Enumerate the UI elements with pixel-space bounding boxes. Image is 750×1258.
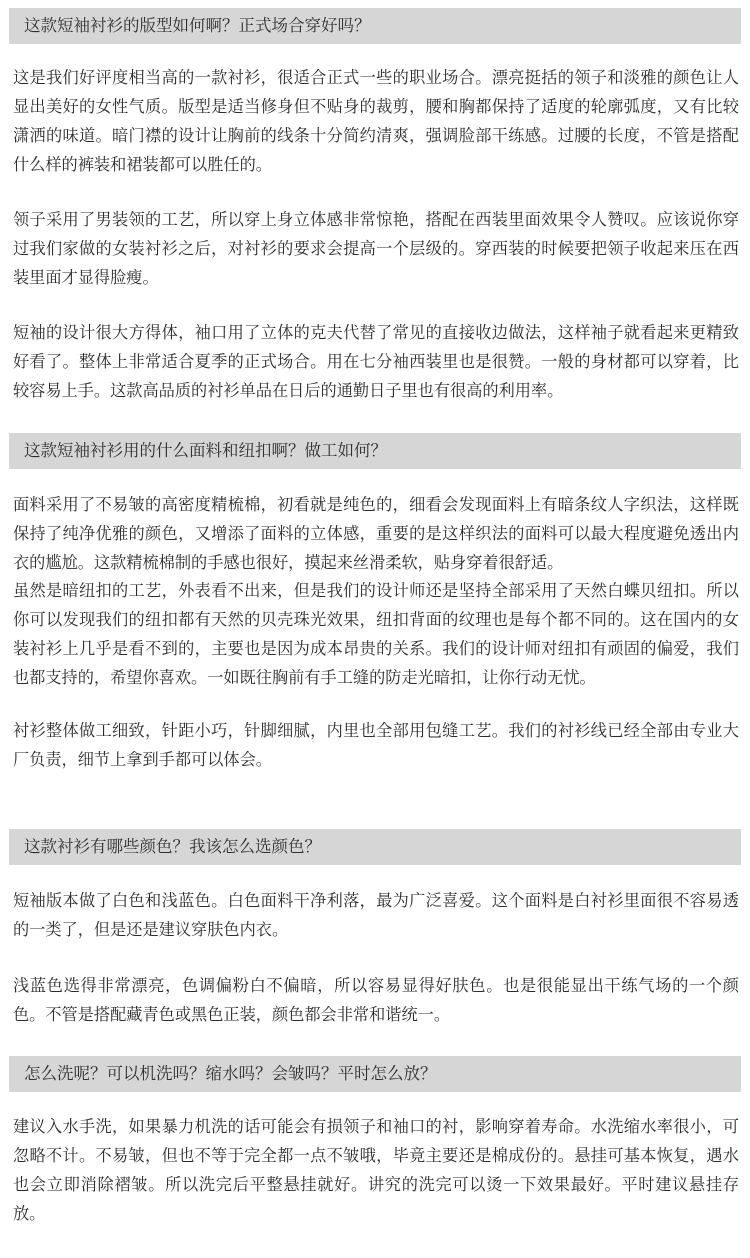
answer-paragraph: 领子采用了男装领的工艺，所以穿上身立体感非常惊艳，搭配在西装里面效果令人赞叹。应该说你穿过我们家做的女装衬衫之后，对衬衫的要求会提高一个层级的。穿西装的时候要把领子收起来压在西装里面才显得脸瘦。	[13, 210, 739, 287]
answer-paragraph: 面料采用了不易皱的高密度精梳棉，初看就是纯色的，细看会发现面料上有暗条纹人字织法，这样既保持了纯净优雅的颜色，又增添了面料的立体感，重要的是这样织法的面料可以最大程度避免透出内衣的尴尬。这款精梳棉制的手感也很好，摸起来丝滑柔软，贴身穿着很舒适。	[13, 495, 739, 572]
answer-paragraph: 这是我们好评度相当高的一款衬衫，很适合正式一些的职业场合。漂亮挺括的领子和淡雅的颜色让人显出美好的女性气质。版型是适当修身但不贴身的裁剪，腰和胸都保持了适度的轮廓弧度，又有比较潇洒的味道。暗门襟的设计让胸前的线条十分简约清爽，强调脸部干练感。过腰的长度，不管是搭配什么样的裤装和裙装都可以胜任的。	[13, 68, 739, 174]
answer-paragraph: 建议入水手洗，如果暴力机洗的话可能会有损领子和袖口的衬，影响穿着寿命。水洗缩水率很小，可忽略不计。不易皱，但也不等于完全都一点不皱哦，毕竟主要还是棉成份的。悬挂可基本恢复，遇水也会立即消除褶皱。所以洗完后平整悬挂就好。讲究的洗完可以烫一下效果最好。平时建议悬挂存放。	[13, 1117, 739, 1223]
question-heading: 这款短袖衬衫的版型如何啊？正式场合穿好吗？	[9, 8, 741, 44]
question-heading: 这款衬衫有哪些颜色？我该怎么选颜色？	[9, 829, 741, 865]
answer-paragraph: 浅蓝色选得非常漂亮，色调偏粉白不偏暗，所以容易显得好肤色。也是很能显出干练气场的一个颜色。不管是搭配藏青色或黑色正装，颜色都会非常和谐统一。	[13, 976, 739, 1024]
answer-paragraph: 虽然是暗纽扣的工艺，外表看不出来，但是我们的设计师还是坚持全部采用了天然白蝶贝纽扣。所以你可以发现我们的纽扣都有天然的贝壳珠光效果，纽扣背面的纹理也是每个都不同的。这在国内的女装衬衫上几乎是看不到的，主要也是因为成本昂贵的关系。我们的设计师对纽扣有顽固的偏爱，我们也都支持的，希望你喜欢。一如既往胸前有手工缝的防走光暗扣，让你行动无忧。	[13, 581, 739, 687]
question-heading: 这款短袖衬衫用的什么面料和纽扣啊？做工如何？	[9, 433, 741, 469]
answer-paragraph: 短袖版本做了白色和浅蓝色。白色面料干净利落，最为广泛喜爱。这个面料是白衬衫里面很不容易透的一类了，但是还是建议穿肤色内衣。	[13, 891, 739, 939]
answer-paragraph: 衬衫整体做工细致，针距小巧，针脚细腻，内里也全部用包缝工艺。我们的衬衫线已经全部由专业大厂负责，细节上拿到手都可以体会。	[13, 721, 739, 769]
question-heading: 怎么洗呢？可以机洗吗？缩水吗？会皱吗？平时怎么放？	[9, 1056, 741, 1092]
answer-paragraph: 短袖的设计很大方得体，袖口用了立体的克夫代替了常见的直接收边做法，这样袖子就看起来更精致好看了。整体上非常适合夏季的正式场合。用在七分袖西装里也是很赞。一般的身材都可以穿着，比较容易上手。这款高品质的衬衫单品在日后的通勤日子里也有很高的利用率。	[13, 323, 739, 400]
